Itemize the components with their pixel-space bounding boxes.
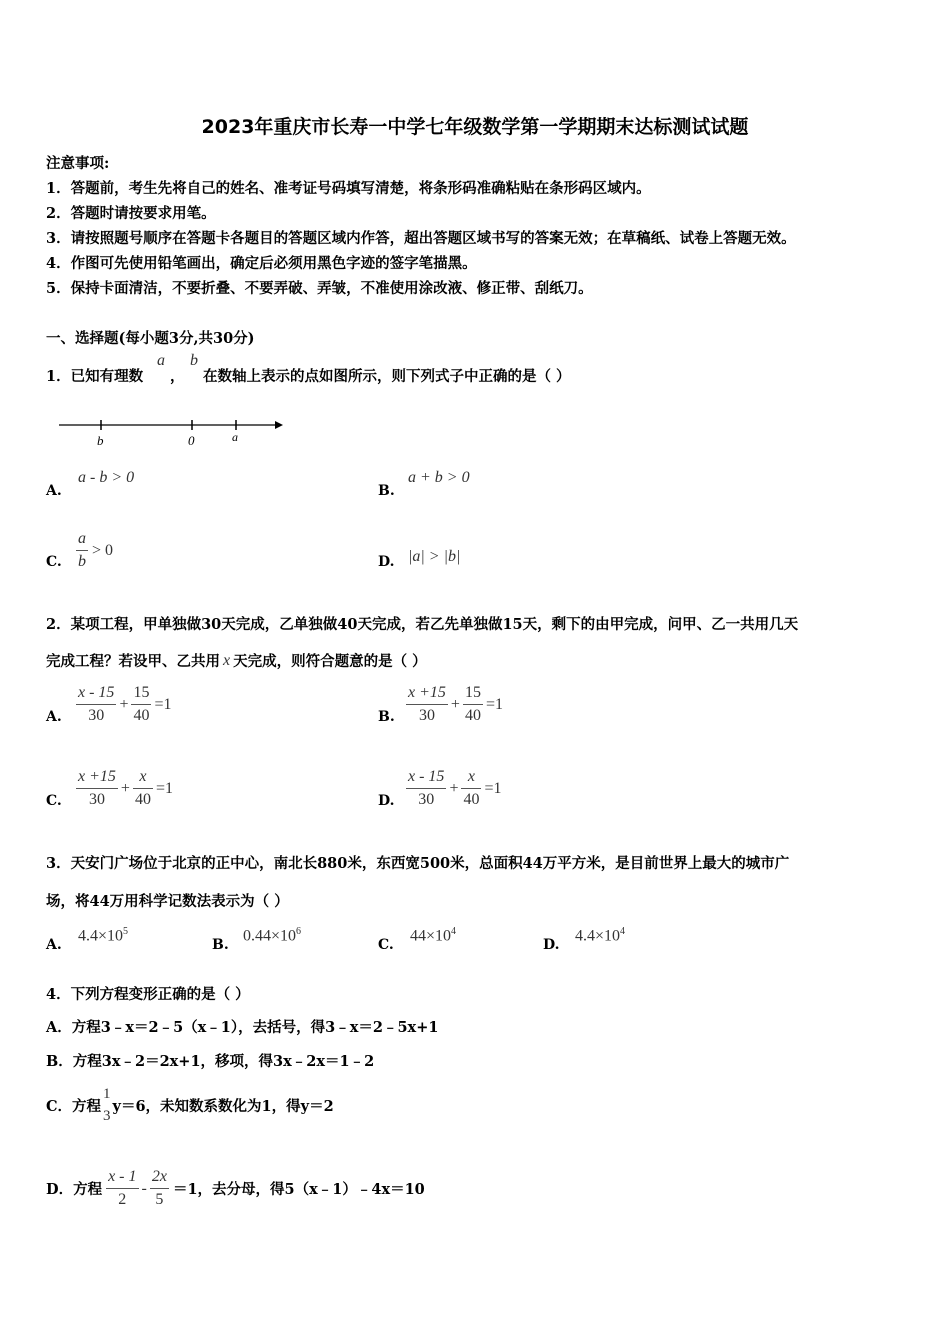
notice-header: 注意事项: [46, 155, 110, 172]
q4-option-b[interactable]: B．方程3x﹣2＝2x+1，移项，得3x﹣2x＝1﹣2 [46, 1053, 375, 1070]
q2-option-d-label[interactable]: D. [378, 793, 395, 809]
label-a: a [232, 430, 238, 444]
notice-item: 4．作图可先使用铅笔画出，确定后必须用黑色字迹的签字笔描黑。 [46, 255, 477, 272]
fraction-numerator: 1 [103, 1086, 111, 1102]
q1-option-a-label[interactable]: A. [46, 483, 62, 499]
q3-line2: 场，将44万用科学记数法表示为（ ） [46, 893, 289, 910]
q4-option-c[interactable] [46, 1083, 334, 1127]
q2-option-c-expr[interactable]: $\frac{x +15}{30}$ + $\frac{x}{40}$ =1 [78, 768, 173, 808]
q1-option-b-expr[interactable]: a + b > 0 [408, 469, 470, 486]
notice-item: 1．答题前，考生先将自己的姓名、准考证号码填写清楚，将条形码准确粘贴在条形码区域内。 [46, 180, 651, 197]
q4-option-a[interactable]: A．方程3﹣x＝2﹣5（x﹣1），去括号，得3﹣x＝2﹣5x+1 [46, 1019, 439, 1036]
q3-option-d-expr[interactable]: $4.4\times 10^4$ [575, 926, 626, 945]
notice-item: 5．保持卡面清洁，不要折叠、不要弄破、弄皱，不准使用涂改液、修正带、刮纸刀。 [46, 280, 593, 297]
q2-option-c-label[interactable]: C. [46, 793, 62, 809]
q2-line2-pre: 完成工程？若设甲、乙共用 [46, 653, 220, 670]
q4-stem: 4．下列方程变形正确的是（ ） [46, 986, 250, 1003]
q1-option-c-label[interactable]: C. [46, 554, 62, 570]
fraction-denominator: 3 [103, 1108, 111, 1124]
q2-line2-post: 天完成，则符合题意的是（ ） [233, 653, 427, 670]
q1-option-c-expr[interactable] [76, 528, 113, 573]
q2-var-x: x [223, 651, 231, 669]
q3-option-b-expr[interactable]: $0.44\times 10^6$ [243, 926, 302, 945]
q2-line2 [46, 650, 427, 671]
q3-option-b-label[interactable]: B. [212, 937, 229, 953]
q1-comma: ， [170, 368, 185, 385]
label-b: b [97, 433, 104, 448]
fraction-denominator: b [78, 553, 86, 570]
q1-option-d-label[interactable]: D. [378, 554, 395, 570]
q2-option-b-expr[interactable]: $\frac{x +15}{30}$ + $\frac{15}{40}$ =1 [408, 684, 503, 724]
q1-prefix: 1．已知有理数 [46, 368, 144, 385]
notice-item: 3．请按照题号顺序在答题卡各题目的答题区域内作答，超出答题区域书写的答案无效；在草稿纸、试卷上答题无效。 [46, 230, 796, 247]
q1-var-a: a [157, 352, 165, 369]
q3-option-c-label[interactable]: C. [378, 937, 394, 953]
q2-option-b-label[interactable]: B. [378, 709, 395, 725]
q1-var-b: b [190, 352, 198, 369]
fraction-numerator: a [76, 528, 88, 551]
q3-option-c-expr[interactable]: $44\times 10^4$ [410, 926, 457, 945]
q1-option-d-expr[interactable]: |a| > |b| [408, 548, 461, 565]
number-line [55, 412, 285, 450]
q2-option-d-expr[interactable]: $\frac{x - 15}{30}$ + $\frac{x}{40}$ =1 [408, 768, 502, 808]
q2-option-a-expr[interactable]: $\frac{x - 15}{30}$ + $\frac{15}{40}$ =1 [78, 684, 172, 724]
label-zero: 0 [188, 433, 195, 448]
q3-option-d-label[interactable]: D. [543, 937, 560, 953]
page-title: 2023年重庆市长寿一中学七年级数学第一学期期末达标测试试题 [201, 116, 749, 138]
q1-option-b-label[interactable]: B. [378, 483, 395, 499]
fraction-rest: > 0 [92, 541, 114, 559]
arrow-icon [275, 421, 283, 429]
q3-option-a-expr[interactable]: $4.4\times 10^5$ [78, 926, 129, 945]
q3-line1: 3．天安门广场位于北京的正中心，南北长880米，东西宽500米，总面积44万平方米，是目前世界上最大的城市广 [46, 855, 790, 872]
q4-c-post: y＝6，未知数系数化为1，得y＝2 [112, 1097, 334, 1115]
q3-option-a-label[interactable]: A. [46, 937, 62, 953]
q4-c-pre: C．方程 [46, 1097, 102, 1115]
q2-line1: 2．某项工程，甲单独做30天完成，乙单独做40天完成，若乙先单独做15天，剩下的由甲完成，问甲、乙一共用几天 [46, 616, 799, 633]
section-heading: 一、选择题(每小题3分,共30分) [46, 330, 255, 347]
q4-option-d[interactable]: D．方程 $\frac{x - 1}{2}$ - $\frac{2x}{5}$ ＝1，去分母，得5（x﹣1）﹣4x＝10 [46, 1168, 425, 1208]
q2-option-a-label[interactable]: A. [46, 709, 62, 725]
q1-suffix: 在数轴上表示的点如图所示，则下列式子中正确的是（ ） [203, 368, 571, 385]
notice-item: 2．答题时请按要求用笔。 [46, 205, 216, 222]
q4-d-post: ＝1，去分母，得5（x﹣1）﹣4x＝10 [172, 1181, 425, 1198]
q4-d-pre: D．方程 [46, 1181, 103, 1198]
q1-option-a-expr[interactable]: a - b > 0 [78, 469, 135, 486]
